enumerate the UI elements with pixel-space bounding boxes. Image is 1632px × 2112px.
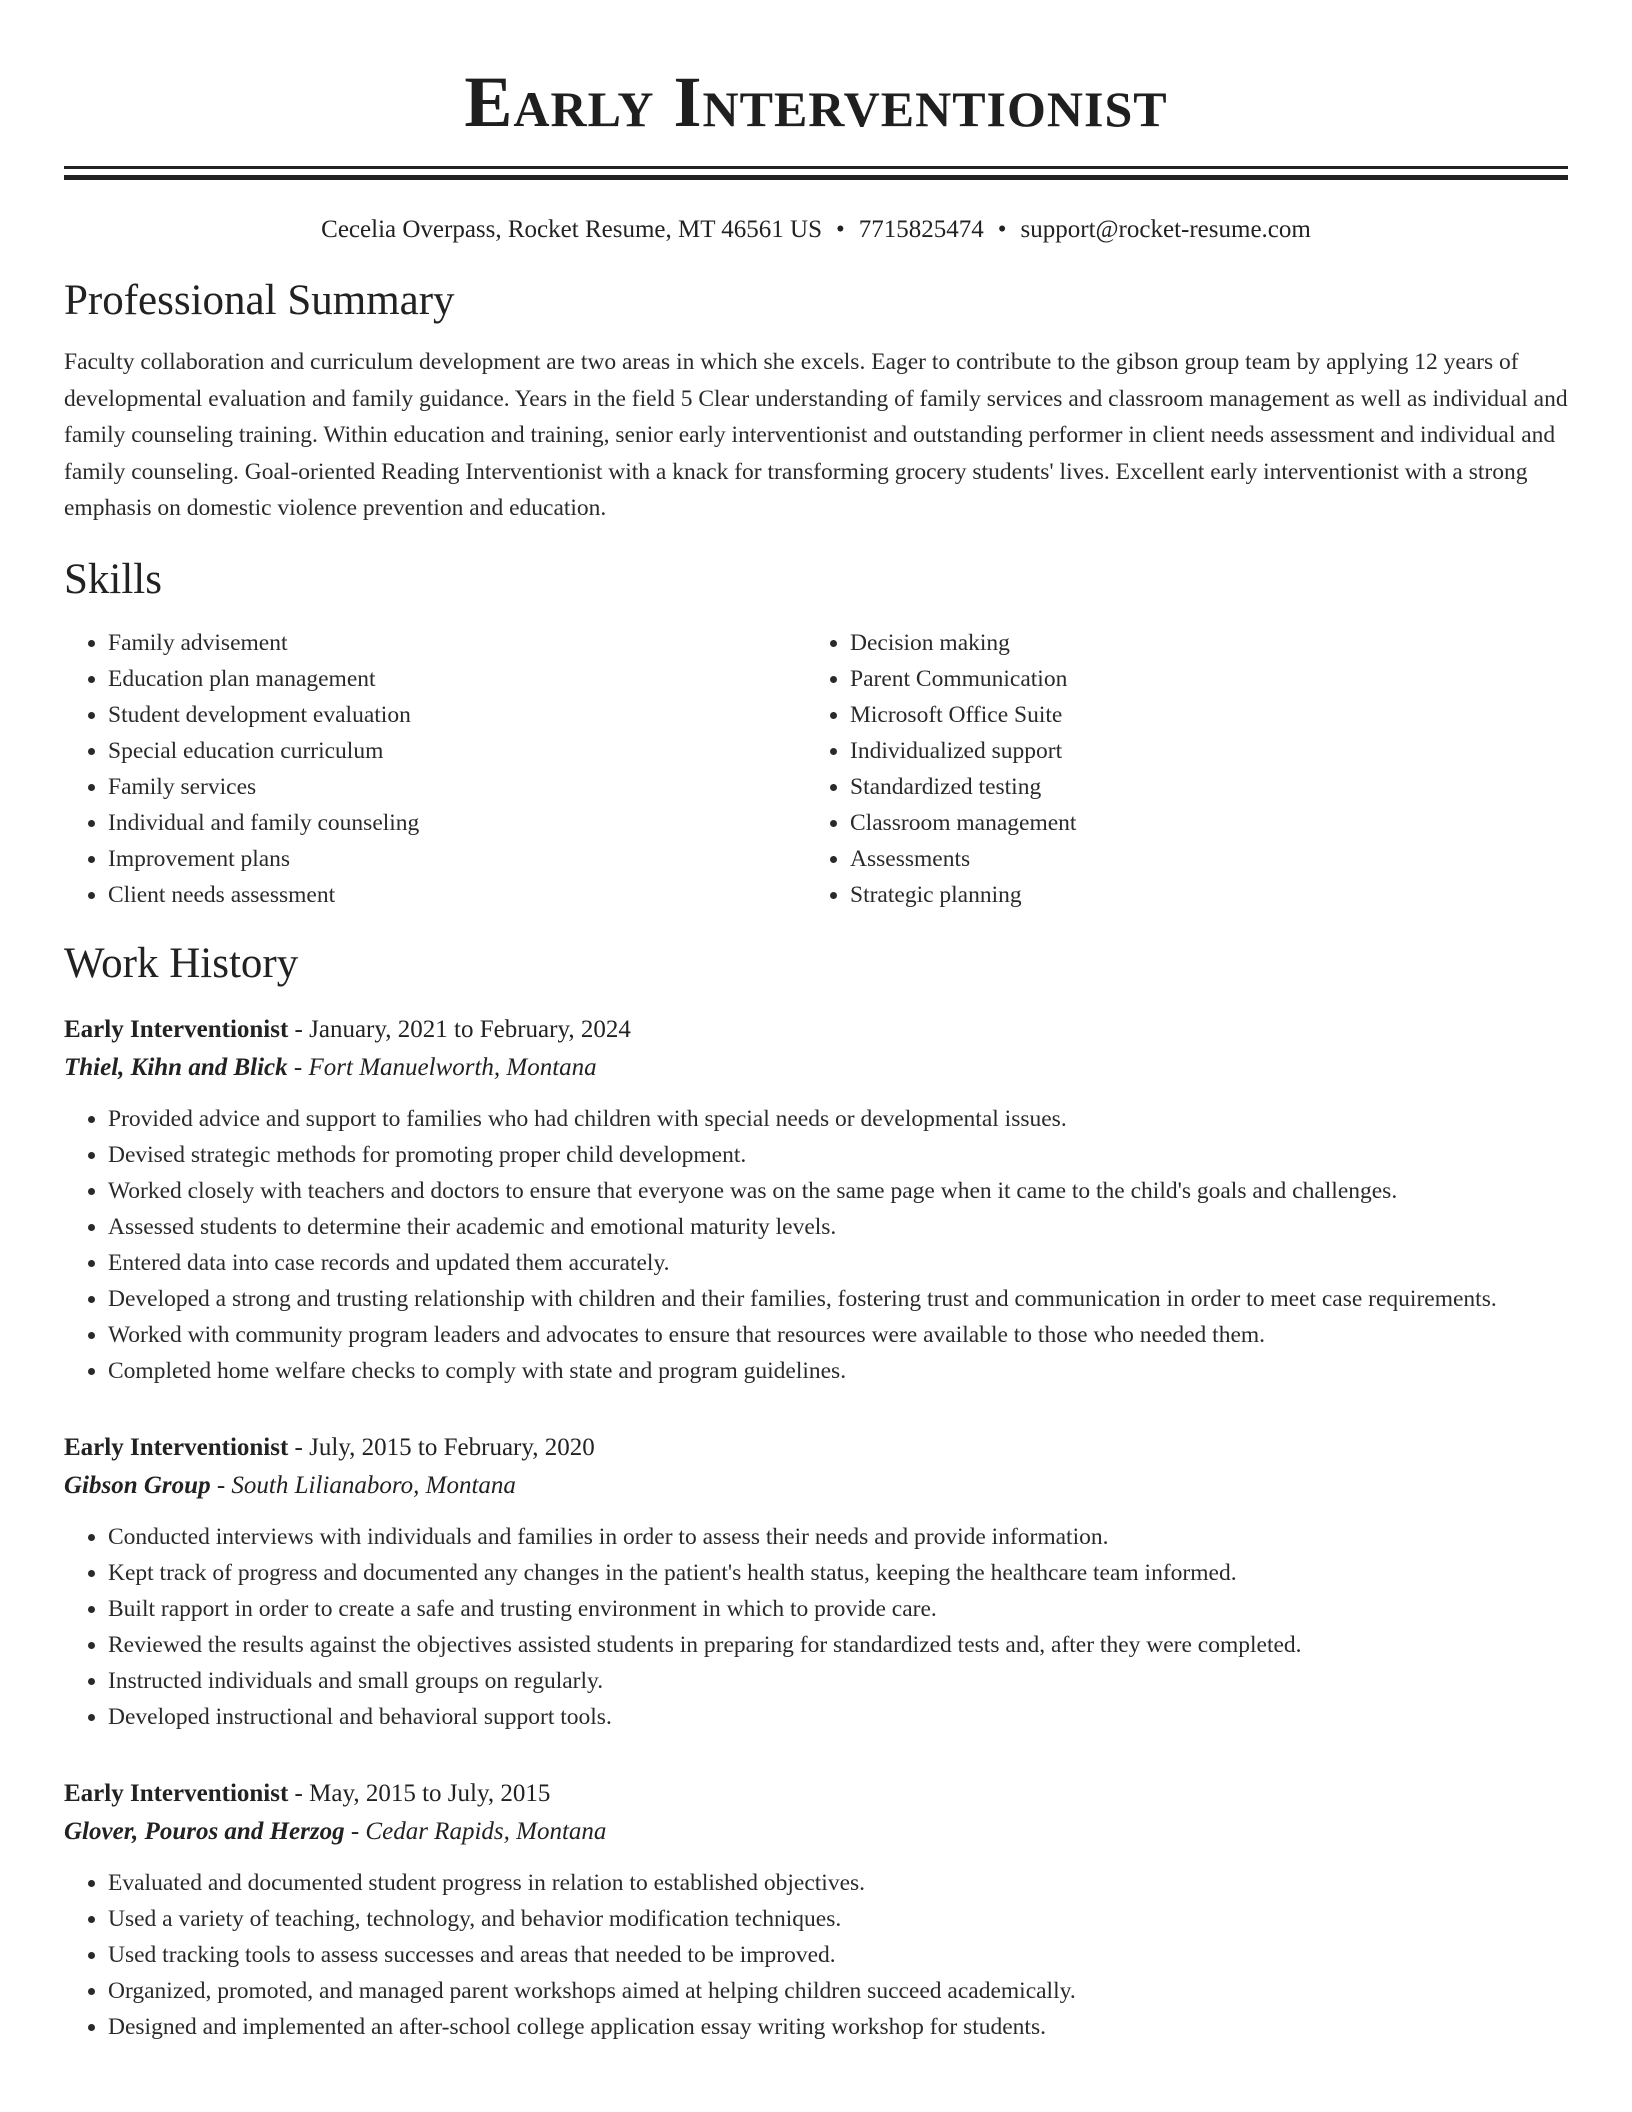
- skill-item: • Family advisement: [108, 625, 806, 661]
- job-company-line: Gibson Group - South Lilianaboro, Montana: [64, 1471, 516, 1499]
- job-bullet: • Entered data into case records and updated them accurately.: [108, 1245, 1568, 1281]
- job-bullet: • Organized, promoted, and managed parent workshops aimed at helping children succeed academically.: [108, 1973, 1568, 2009]
- skill-item: • Parent Communication: [850, 661, 1548, 697]
- job-bullet: • Devised strategic methods for promoting proper child development.: [108, 1137, 1568, 1173]
- job-bullet: • Worked closely with teachers and doctors to ensure that everyone was on the same page when it came to the child's goals and challenges.: [108, 1173, 1568, 1209]
- job-bullet: • Evaluated and documented student progress in relation to established objectives.: [108, 1865, 1568, 1901]
- job-bullet: • Built rapport in order to create a safe and trusting environment in which to provide care.: [108, 1591, 1568, 1627]
- skill-item: • Decision making: [850, 625, 1548, 661]
- contact-separator: •: [997, 216, 1007, 243]
- job-location: Fort Manuelworth, Montana: [308, 1053, 597, 1081]
- work-history-heading: Work History: [64, 939, 299, 987]
- job-bullet: • Instructed individuals and small groups on regularly.: [108, 1663, 1568, 1699]
- job-entry: [64, 1011, 1568, 1389]
- job-bullet: • Reviewed the results against the objectives assisted students in preparing for standardized tests and, after they were completed.: [108, 1627, 1568, 1663]
- job-location: Cedar Rapids, Montana: [365, 1817, 607, 1845]
- skill-item: • Microsoft Office Suite: [850, 697, 1548, 733]
- job-bullet: • Used a variety of teaching, technology, and behavior modification techniques.: [108, 1901, 1568, 1937]
- job-bullet: • Developed a strong and trusting relationship with children and their families, fostering trust and communication in order to meet case requirements.: [108, 1281, 1568, 1317]
- skill-item: • Family services: [108, 769, 806, 805]
- skill-item: • Individualized support: [850, 733, 1548, 769]
- job-title: Early Interventionist: [64, 1015, 289, 1043]
- skill-item: • Education plan management: [108, 661, 806, 697]
- job-company: Thiel, Kihn and Blick: [64, 1053, 288, 1081]
- job-bullet: • Kept track of progress and documented any changes in the patient's health status, keeping the healthcare team informed.: [108, 1555, 1568, 1591]
- skill-item: • Improvement plans: [108, 841, 806, 877]
- skill-item: • Special education curriculum: [108, 733, 806, 769]
- title-divider-thin: [64, 166, 1568, 169]
- contact-line: [64, 214, 1568, 246]
- summary-text: Faculty collaboration and curriculum development are two areas in which she excels. Eager to contribute to the gibson group team by applying 12 years of developmental evaluation and family guidance. Years in the field 5 Clear understanding of family services and classroom management as well as individual and family counseling training. Within education and training, senior early interventionist and outstanding performer in client needs assessment and individual and family counseling. Goal-oriented Reading Interventionist with a knack for transforming grocery students' lives. Excellent early interventionist with a strong emphasis on domestic violence prevention and education.: [64, 349, 1568, 521]
- job-company-line: Glover, Pouros and Herzog - Cedar Rapids, Montana: [64, 1817, 607, 1845]
- job-company-line: Thiel, Kihn and Blick - Fort Manuelworth, Montana: [64, 1053, 597, 1081]
- job-bullet: • Worked with community program leaders and advocates to ensure that resources were available to those who needed them.: [108, 1317, 1568, 1353]
- skill-item: • Strategic planning: [850, 877, 1548, 913]
- job-bullet: • Completed home welfare checks to comply with state and program guidelines.: [108, 1353, 1568, 1389]
- job-dates: July, 2015 to February, 2020: [309, 1433, 595, 1461]
- skill-item: • Standardized testing: [850, 769, 1548, 805]
- job-company: Gibson Group: [64, 1471, 211, 1499]
- job-bullet: • Used tracking tools to assess successes and areas that needed to be improved.: [108, 1937, 1568, 1973]
- job-entry: [64, 1775, 1568, 2045]
- skill-item: • Individual and family counseling: [108, 805, 806, 841]
- job-dates: May, 2015 to July, 2015: [309, 1779, 551, 1807]
- resume-title: Early Interventionist: [464, 62, 1168, 142]
- contact-address: Cecelia Overpass, Rocket Resume, MT 46561 US: [321, 216, 822, 243]
- job-dates: January, 2021 to February, 2024: [309, 1015, 631, 1043]
- job-bullets: [64, 1519, 1568, 1735]
- skill-item: • Client needs assessment: [108, 877, 806, 913]
- skills-heading: Skills: [64, 555, 162, 603]
- job-company: Glover, Pouros and Herzog: [64, 1817, 345, 1845]
- job-title-line: Early Interventionist - July, 2015 to February, 2020: [64, 1433, 595, 1461]
- title-divider-thick: [64, 175, 1568, 180]
- job-bullets: [64, 1865, 1568, 2045]
- job-bullet: • Developed instructional and behavioral support tools.: [108, 1699, 1568, 1735]
- job-title: Early Interventionist: [64, 1433, 289, 1461]
- skill-item: • Assessments: [850, 841, 1548, 877]
- job-bullet: • Provided advice and support to families who had children with special needs or developmental issues.: [108, 1101, 1568, 1137]
- skill-item: • Classroom management: [850, 805, 1548, 841]
- contact-separator: •: [836, 216, 845, 243]
- contact-email: support@rocket-resume.com: [1020, 216, 1311, 243]
- job-location: South Lilianaboro, Montana: [231, 1471, 516, 1499]
- job-title: Early Interventionist: [64, 1779, 289, 1807]
- contact-phone: 7715825474: [858, 216, 984, 243]
- job-bullet: • Assessed students to determine their academic and emotional maturity levels.: [108, 1209, 1568, 1245]
- job-bullet: • Conducted interviews with individuals and families in order to assess their needs and provide information.: [108, 1519, 1568, 1555]
- job-entry: [64, 1429, 1568, 1735]
- skills-list-left: [64, 625, 806, 913]
- job-bullets: [64, 1101, 1568, 1389]
- skill-item: • Student development evaluation: [108, 697, 806, 733]
- skills-columns: [64, 625, 1568, 913]
- job-bullet: • Designed and implemented an after-school college application essay writing workshop for students.: [108, 2009, 1568, 2045]
- skills-list-right: [806, 625, 1548, 913]
- summary-heading: Professional Summary: [64, 277, 455, 324]
- job-title-line: Early Interventionist - January, 2021 to February, 2024: [64, 1015, 631, 1043]
- job-title-line: Early Interventionist - May, 2015 to July, 2015: [64, 1779, 551, 1807]
